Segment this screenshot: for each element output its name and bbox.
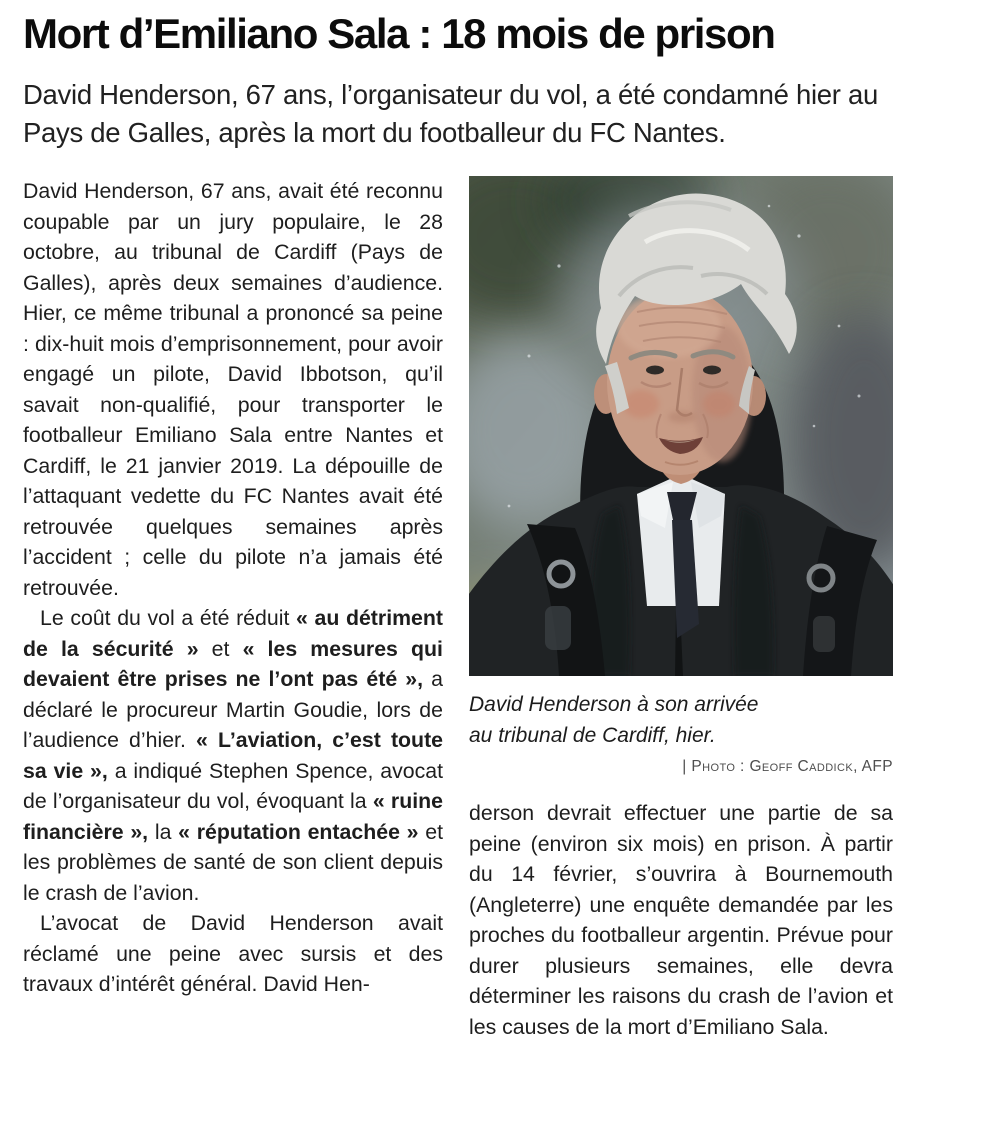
article-paragraph-3: L’avocat de David Henderson avait réclamé une peine avec sursis et des travaux d’intérêt général. David Hen- <box>23 911 443 996</box>
article-paragraph-2: Le coût du vol a été réduit « au détriment de la sécurité » et « les mesures qui devaient être prises ne l’ont pas été », a déclaré le procureur Martin Goudie, lors de l’audience d’hier. « L’aviation, c’est toute sa vie », a indiqué Stephen Spence, avocat de l’organisateur du vol, évoquant la « ruine financière », la « réputation entachée » et les problèmes de santé de son client depuis le crash de l’avion. <box>23 606 444 905</box>
article-headline: Mort d’Emiliano Sala : 18 mois de prison <box>23 10 775 57</box>
article-photo <box>469 176 893 676</box>
photo-caption-line-2: au tribunal de Cardiff, hier. <box>469 724 716 747</box>
body-column-left <box>23 176 443 1042</box>
david-henderson-photo-illustration <box>469 176 893 676</box>
article-paragraph-1: David Henderson, 67 ans, avait été reconnu coupable par un jury populaire, le 28 octobre, au tribunal de Cardiff (Pays de Galles), après deux semaines d’audience. Hier, ce même tribunal a prononcé sa peine : dix-huit mois d’emprisonnement, pour avoir engagé un pilote, David Ibbotson, qu’il savait non-qualifié, pour transporter le footballeur Emiliano Sala entre Nantes et Cardiff, le 21 janvier 2019. La dépouille de l’attaquant vedette du FC Nantes avait été retrouvée quelques semaines après l’accident ; celle du pilote n’a jamais été retrouvée. <box>23 179 443 600</box>
body-column-right <box>469 176 893 1042</box>
photo-caption <box>469 689 893 751</box>
photo-caption-line-1: David Henderson à son arrivée <box>469 693 759 716</box>
article-body <box>23 176 893 1042</box>
photo-credit: | Photo : Geoff Caddick, AFP <box>682 758 893 775</box>
article-paragraph-3-continued: derson devrait effectuer une partie de sa peine (environ six mois) en prison. À partir du 14 février, s’ouvrira à Bournemouth (Angleterre) une enquête demandée par les proches du footballeur argentin. Prévue pour durer plusieurs semaines, elle devra déterminer les raisons du crash de l’avion et les causes de la mort d’Emiliano Sala. <box>469 801 893 1039</box>
body-column-right-text <box>469 798 893 1042</box>
article-standfirst: David Henderson, 67 ans, l’organisateur du vol, a été condamné hier au Pays de Galles, après la mort du footballeur du FC Nantes. <box>23 79 878 148</box>
